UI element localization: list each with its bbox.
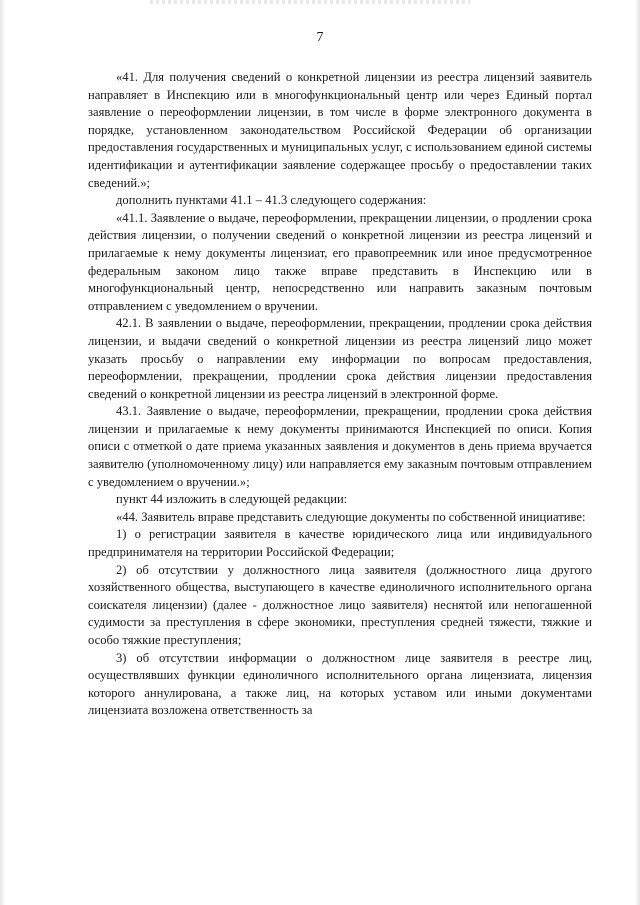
- paragraph-supplement-intro: дополнить пунктами 41.1 – 41.3 следующего содержания:: [116, 193, 427, 208]
- scan-edge-left: [0, 0, 5, 905]
- paragraph-44-intro: пункт 44 изложить в следующей редакции:: [116, 492, 348, 507]
- list-item-2: 2) об отсутствии у должностного лица заявителя (должностного лица другого хозяйственного общества, выступающего в качестве единоличного исполнительного органа соискателя лицензии) (далее - должностное лицо заявителя) неснятой или непогашенной судимости за преступления в сфере экономики, преступления средней тяжести, тяжкие и особо тяжкие преступления;: [88, 562, 592, 647]
- list-item-1: 1) о регистрации заявителя в качестве юридического лица или индивидуального предпринимателя на территории Российской Федерации;: [88, 527, 592, 560]
- paragraph-41-1: «41.1. Заявление о выдаче, переоформлении, прекращении лицензии, о продлении срока действия лицензии, о получении сведений о конкретной лицензии из реестра лицензий и прилагаемые к нему документы лицензиат, его правопреемник или иное предусмотренное федеральным законом лицо также вправе представить в Инспекцию или в многофункциональный центр, непосредственно или направить заказным почтовым отправлением с уведомлением о вручении.: [88, 210, 592, 313]
- paragraph-42-1: 42.1. В заявлении о выдаче, переоформлении, прекращении, продлении срока действия лицензии, и выдачи сведений о конкретной лицензии из реестра лицензий лицо может указать просьбу о направлении ему информации по вопросам предоставления, переоформлении, прекращении, продлении срока действия лицензии предоставления сведений о конкретной лицензии из реестра лицензий в электронной форме.: [88, 316, 592, 401]
- paragraph-44: «44. Заявитель вправе представить следующие документы по собственной инициативе:: [116, 509, 586, 524]
- list-item-3: 3) об отсутствии информации о должностном лице заявителя в реестре лиц, осуществлявших функции единоличного исполнительного органа лицензиата, лицензия которого аннулирована, а также лиц, на которых уставом или иными документами лицензиата возложена ответственность за: [88, 650, 592, 718]
- scan-edge-top: [150, 0, 470, 4]
- paragraph-43-1: 43.1. Заявление о выдаче, переоформлении, прекращении, продлении срока действия лицензии и прилагаемые к нему документы принимаются Инспекцией по описи. Копия описи с отметкой о дате приема указанных заявления и документов в день приема вручается заявителю (уполномоченному лицу) или направляется ему заказным почтовым отправлением с уведомлением о вручении.»;: [88, 404, 592, 489]
- scan-edge-right: [635, 0, 640, 905]
- page-number: 7: [316, 30, 324, 45]
- document-body: [88, 69, 592, 720]
- paragraph-41: «41. Для получения сведений о конкретной лицензии из реестра лицензий заявитель направляет в Инспекцию или в многофункциональный центр или через Единый портал заявление о переоформлении лицензии, в том числе в форме электронного документа в порядке, установленном законодательством Российской Федерации об организации предоставления государственных и муниципальных услуг, с использованием единой системы идентификации и аутентификации заявление содержащее просьбу о предоставлении таких сведений.»;: [88, 70, 592, 190]
